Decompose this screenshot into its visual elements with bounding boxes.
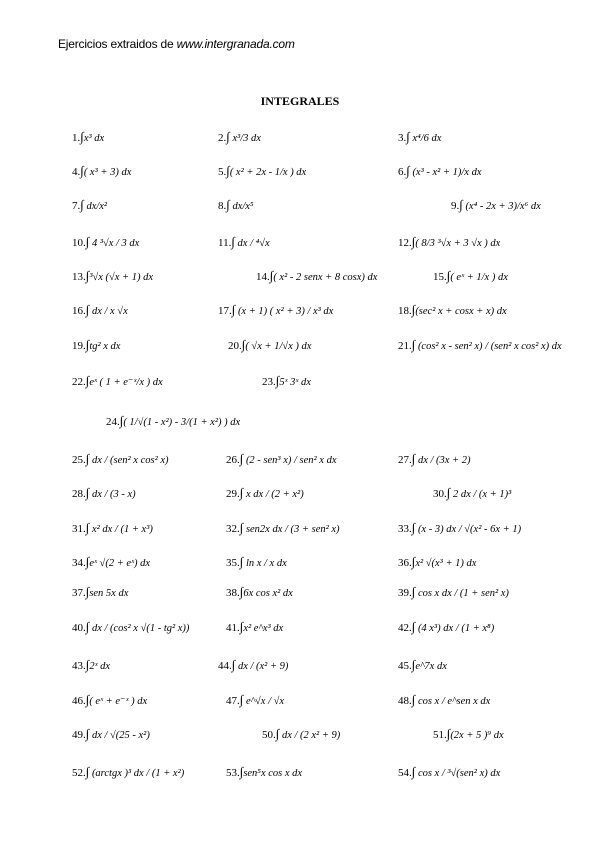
exercise-item <box>72 452 169 467</box>
exercise-expression: ∫(2x + 5 )⁹ dx <box>446 726 504 741</box>
exercise-expression: ∫ (x + 1) ( x² + 3) / x³ dx <box>231 302 334 317</box>
exercise-item <box>226 693 284 708</box>
exercise-item <box>398 338 562 353</box>
exercise-item <box>72 164 131 179</box>
exercise-number: 18. <box>398 305 412 317</box>
exercise-number: 49. <box>72 729 86 741</box>
exercise-expression: ∫5ˣ 3ˣ dx <box>275 373 311 388</box>
exercise-number: 54. <box>398 767 412 779</box>
exercise-number: 22. <box>72 376 86 388</box>
exercise-item <box>228 338 311 353</box>
exercise-item <box>226 452 337 467</box>
exercise-expression: ∫ dx / ⁴√x <box>231 234 270 249</box>
integral-sign: ∫ <box>459 197 463 212</box>
exercise-item <box>72 235 139 250</box>
exercise-expression: ∫ 4 ³√x / 3 dx <box>85 234 140 249</box>
exercise-item <box>226 585 293 600</box>
exercise-expression: ∫( eˣ + e⁻ˣ ) dx <box>85 692 148 707</box>
exercise-number: 47. <box>226 695 240 707</box>
exercise-item <box>433 269 508 284</box>
document-header <box>58 37 295 51</box>
integral-sign: ∫ <box>85 619 90 634</box>
exercise-item <box>72 486 136 501</box>
exercise-number: 50. <box>262 729 276 741</box>
exercise-item <box>398 620 494 635</box>
exercise-item <box>398 452 471 467</box>
exercise-item <box>398 585 509 600</box>
integral-sign: ∫ <box>80 163 84 178</box>
exercise-number: 37. <box>72 587 86 599</box>
exercise-number: 21. <box>398 340 412 352</box>
exercise-number: 19. <box>72 340 86 352</box>
exercise-number: 39. <box>398 587 412 599</box>
integral-sign: ∫ <box>411 554 416 569</box>
integral-sign: ∫ <box>411 337 416 352</box>
integral-sign: ∫ <box>231 657 236 672</box>
exercise-number: 8. <box>218 200 227 212</box>
integral-sign: ∫ <box>411 619 416 634</box>
exercise-expression: ∫ (x³ - x² + 1)/x dx <box>406 163 482 178</box>
exercise-number: 35. <box>226 557 240 569</box>
exercise-expression: ∫ dx / (sen² x cos² x) <box>85 451 169 466</box>
integral-sign: ∫ <box>119 413 124 428</box>
exercise-expression: ∫( x³ + 3) dx <box>80 163 132 178</box>
exercise-number: 11. <box>218 237 232 249</box>
exercise-number: 45. <box>398 660 412 672</box>
exercise-item <box>226 765 302 780</box>
exercise-expression: ∫x² e^x³ dx <box>239 619 284 634</box>
exercise-item <box>218 198 254 213</box>
exercise-item <box>72 130 104 145</box>
integral-sign: ∫ <box>85 451 90 466</box>
exercise-item <box>72 555 150 570</box>
exercise-item <box>72 374 163 389</box>
integral-sign: ∫ <box>85 302 90 317</box>
exercise-expression: ∫( 1/√(1 - x²) - 3/(1 + x²) ) dx <box>119 413 241 428</box>
exercise-expression: ∫ dx/x² <box>80 197 108 212</box>
exercise-item <box>398 164 482 179</box>
exercise-item <box>226 555 287 570</box>
exercise-number: 48. <box>398 695 412 707</box>
exercise-item <box>398 765 500 780</box>
integral-sign: ∫ <box>231 302 236 317</box>
exercise-number: 15. <box>433 271 447 283</box>
exercise-item <box>398 303 507 318</box>
exercise-number: 34. <box>72 557 86 569</box>
exercise-expression: ∫ (4 x³) dx / (1 + x⁸) <box>411 619 495 634</box>
integral-sign: ∫ <box>241 337 246 352</box>
integral-sign: ∫ <box>411 692 416 707</box>
exercise-number: 28. <box>72 488 86 500</box>
exercise-item <box>398 130 441 145</box>
exercise-expression: ∫ ln x / x dx <box>239 554 287 569</box>
exercise-expression: ∫ x dx / (2 + x²) <box>239 485 304 500</box>
exercise-expression: ∫ x² dx / (1 + x³) <box>85 520 153 535</box>
integral-sign: ∫ <box>411 451 416 466</box>
exercise-number: 33. <box>398 523 412 535</box>
exercise-number: 32. <box>226 523 240 535</box>
exercise-number: 44. <box>218 660 232 672</box>
integral-sign: ∫ <box>239 554 244 569</box>
integral-sign: ∫ <box>239 485 244 500</box>
integral-sign: ∫ <box>85 726 90 741</box>
exercise-expression: ∫ dx / (2 x² + 9) <box>275 726 341 741</box>
exercise-number: 25. <box>72 454 86 466</box>
exercise-expression: ∫tg² x dx <box>85 337 121 352</box>
integral-sign: ∫ <box>239 619 244 634</box>
integral-sign: ∫ <box>411 764 416 779</box>
exercise-item <box>262 374 311 389</box>
integral-sign: ∫ <box>231 234 235 249</box>
exercise-number: 2. <box>218 132 227 144</box>
exercise-number: 14. <box>256 271 270 283</box>
exercise-expression: ∫sen 5x dx <box>85 584 129 599</box>
exercise-number: 4. <box>72 166 81 178</box>
exercise-expression: ∫ cos x / e^sen x dx <box>411 692 491 707</box>
exercise-expression: ∫( 8/3 ³√x + 3 √x ) dx <box>411 234 501 249</box>
integral-sign: ∫ <box>411 302 416 317</box>
exercise-expression: ∫2ˣ dx <box>85 657 111 672</box>
exercise-number: 40. <box>72 622 86 634</box>
exercise-expression: ∫ sen2x dx / (3 + sen² x) <box>239 520 340 535</box>
exercise-number: 5. <box>218 166 227 178</box>
exercise-item <box>398 658 447 673</box>
exercise-item <box>226 521 340 536</box>
exercise-expression: ∫ dx/x⁵ <box>226 197 254 212</box>
exercise-item <box>433 727 504 742</box>
exercise-item <box>72 693 147 708</box>
exercise-number: 46. <box>72 695 86 707</box>
exercise-number: 29. <box>226 488 240 500</box>
exercise-expression: ∫( x² + 2x - 1/x ) dx <box>226 163 307 178</box>
exercise-expression: ∫ cos x dx / (1 + sen² x) <box>411 584 509 599</box>
integral-sign: ∫ <box>446 485 451 500</box>
exercise-expression: ∫³√x (√x + 1) dx <box>85 268 154 283</box>
exercise-item <box>218 658 288 673</box>
exercise-item <box>398 693 490 708</box>
integral-sign: ∫ <box>239 520 244 535</box>
exercise-item <box>218 130 261 145</box>
exercise-expression: ∫sen⁵x cos x dx <box>239 764 303 779</box>
exercise-number: 36. <box>398 557 412 569</box>
integral-sign: ∫ <box>85 554 90 569</box>
exercise-number: 53. <box>226 767 240 779</box>
integral-sign: ∫ <box>80 197 84 212</box>
exercise-number: 7. <box>72 200 81 212</box>
exercise-number: 42. <box>398 622 412 634</box>
exercise-expression: ∫x³ dx <box>80 129 105 144</box>
integral-sign: ∫ <box>85 268 90 283</box>
exercise-number: 30. <box>433 488 447 500</box>
exercise-number: 24. <box>106 416 120 428</box>
exercise-item <box>262 727 340 742</box>
exercise-expression: ∫( √x + 1/√x ) dx <box>241 337 312 352</box>
integral-sign: ∫ <box>85 692 90 707</box>
exercise-number: 26. <box>226 454 240 466</box>
exercise-number: 1. <box>72 132 81 144</box>
page-title: INTEGRALES <box>260 94 340 108</box>
exercise-item <box>398 235 500 250</box>
exercise-number: 38. <box>226 587 240 599</box>
exercise-number: 12. <box>398 237 412 249</box>
exercise-expression: ∫e^7x dx <box>411 657 447 672</box>
exercise-expression: ∫ x³/3 dx <box>226 129 261 144</box>
exercise-number: 9. <box>451 200 460 212</box>
integral-sign: ∫ <box>275 726 280 741</box>
header-url: www.intergranada.com <box>176 37 295 51</box>
integral-sign: ∫ <box>85 485 90 500</box>
integral-sign: ∫ <box>85 337 90 352</box>
exercise-number: 52. <box>72 767 86 779</box>
exercise-item <box>256 269 377 284</box>
exercise-item <box>72 727 150 742</box>
exercise-expression: ∫ 2 dx / (x + 1)³ <box>446 485 512 500</box>
integral-sign: ∫ <box>85 764 90 779</box>
exercise-expression: ∫( x² - 2 senx + 8 cosx) dx <box>269 268 378 283</box>
exercise-expression: ∫6x cos x² dx <box>239 584 293 599</box>
exercise-expression: ∫ dx / x √x <box>85 302 128 317</box>
integral-sign: ∫ <box>85 373 90 388</box>
integral-sign: ∫ <box>446 268 451 283</box>
exercise-item <box>451 198 541 213</box>
integral-sign: ∫ <box>226 129 230 144</box>
exercise-number: 43. <box>72 660 86 672</box>
exercise-expression: ∫( eˣ + 1/x ) dx <box>446 268 508 283</box>
exercise-expression: ∫eˣ √(2 + eˣ) dx <box>85 554 151 569</box>
exercise-item <box>433 486 511 501</box>
exercise-number: 27. <box>398 454 412 466</box>
exercise-expression: ∫ (arctgx )³ dx / (1 + x²) <box>85 764 185 779</box>
exercise-number: 10. <box>72 237 86 249</box>
integral-sign: ∫ <box>446 726 451 741</box>
exercise-item <box>72 658 110 673</box>
exercise-item <box>72 521 153 536</box>
exercise-item <box>226 620 283 635</box>
integral-sign: ∫ <box>239 451 244 466</box>
exercise-number: 51. <box>433 729 447 741</box>
integral-sign: ∫ <box>406 129 410 144</box>
exercise-number: 6. <box>398 166 407 178</box>
exercise-number: 41. <box>226 622 240 634</box>
exercise-expression: ∫ e^√x / √x <box>239 692 285 707</box>
exercise-expression: ∫ x⁴/6 dx <box>406 129 442 144</box>
exercise-item <box>72 269 153 284</box>
integral-sign: ∫ <box>85 234 90 249</box>
exercise-expression: ∫ (2 - sen³ x) / sen² x dx <box>239 451 337 466</box>
exercise-expression: ∫ (cos² x - sen² x) / (sen² x cos² x) dx <box>411 337 562 352</box>
integral-sign: ∫ <box>85 584 90 599</box>
integral-sign: ∫ <box>275 373 280 388</box>
integral-sign: ∫ <box>239 584 244 599</box>
integral-sign: ∫ <box>80 129 84 144</box>
exercise-number: 16. <box>72 305 86 317</box>
exercise-item <box>72 620 189 635</box>
exercise-item <box>72 765 184 780</box>
exercise-expression: ∫ dx / √(25 - x²) <box>85 726 150 741</box>
integral-sign: ∫ <box>406 163 410 178</box>
exercise-item <box>218 164 306 179</box>
exercise-item <box>398 555 476 570</box>
exercise-number: 20. <box>228 340 242 352</box>
exercise-expression: ∫x² √(x³ + 1) dx <box>411 554 477 569</box>
integral-sign: ∫ <box>85 657 90 672</box>
exercise-item <box>226 486 304 501</box>
exercise-expression: ∫ dx / (x² + 9) <box>231 657 289 672</box>
exercise-item <box>72 303 128 318</box>
exercise-number: 13. <box>72 271 86 283</box>
exercise-item <box>106 414 240 429</box>
exercise-expression: ∫(sec² x + cosx + x) dx <box>411 302 507 317</box>
integral-sign: ∫ <box>411 520 416 535</box>
exercise-number: 23. <box>262 376 276 388</box>
integral-sign: ∫ <box>411 657 416 672</box>
integral-sign: ∫ <box>226 197 230 212</box>
exercise-number: 17. <box>218 305 232 317</box>
exercise-expression: ∫ dx / (3 - x) <box>85 485 136 500</box>
exercise-expression: ∫ dx / (3x + 2) <box>411 451 471 466</box>
integral-sign: ∫ <box>85 520 90 535</box>
integral-sign: ∫ <box>239 692 244 707</box>
exercise-expression: ∫ (x⁴ - 2x + 3)/x⁶ dx <box>459 197 541 212</box>
exercise-item <box>72 198 107 213</box>
exercise-number: 31. <box>72 523 86 535</box>
integral-sign: ∫ <box>269 268 274 283</box>
header-prefix: Ejercicios extraidos de <box>58 37 177 51</box>
exercise-number: 3. <box>398 132 407 144</box>
integral-sign: ∫ <box>226 163 230 178</box>
exercise-expression: ∫ cos x / ³√(sen² x) dx <box>411 764 501 779</box>
exercise-expression: ∫eˣ ( 1 + e⁻ˣ/x ) dx <box>85 373 163 388</box>
integral-sign: ∫ <box>411 234 416 249</box>
exercise-expression: ∫ dx / (cos² x √(1 - tg² x)) <box>85 619 190 634</box>
exercise-item <box>218 303 333 318</box>
exercise-item <box>72 338 120 353</box>
integral-sign: ∫ <box>239 764 244 779</box>
exercise-item <box>72 585 128 600</box>
exercise-expression: ∫ (x - 3) dx / √(x² - 6x + 1) <box>411 520 522 535</box>
integral-sign: ∫ <box>411 584 416 599</box>
exercise-item <box>398 521 521 536</box>
exercise-item <box>218 235 270 250</box>
